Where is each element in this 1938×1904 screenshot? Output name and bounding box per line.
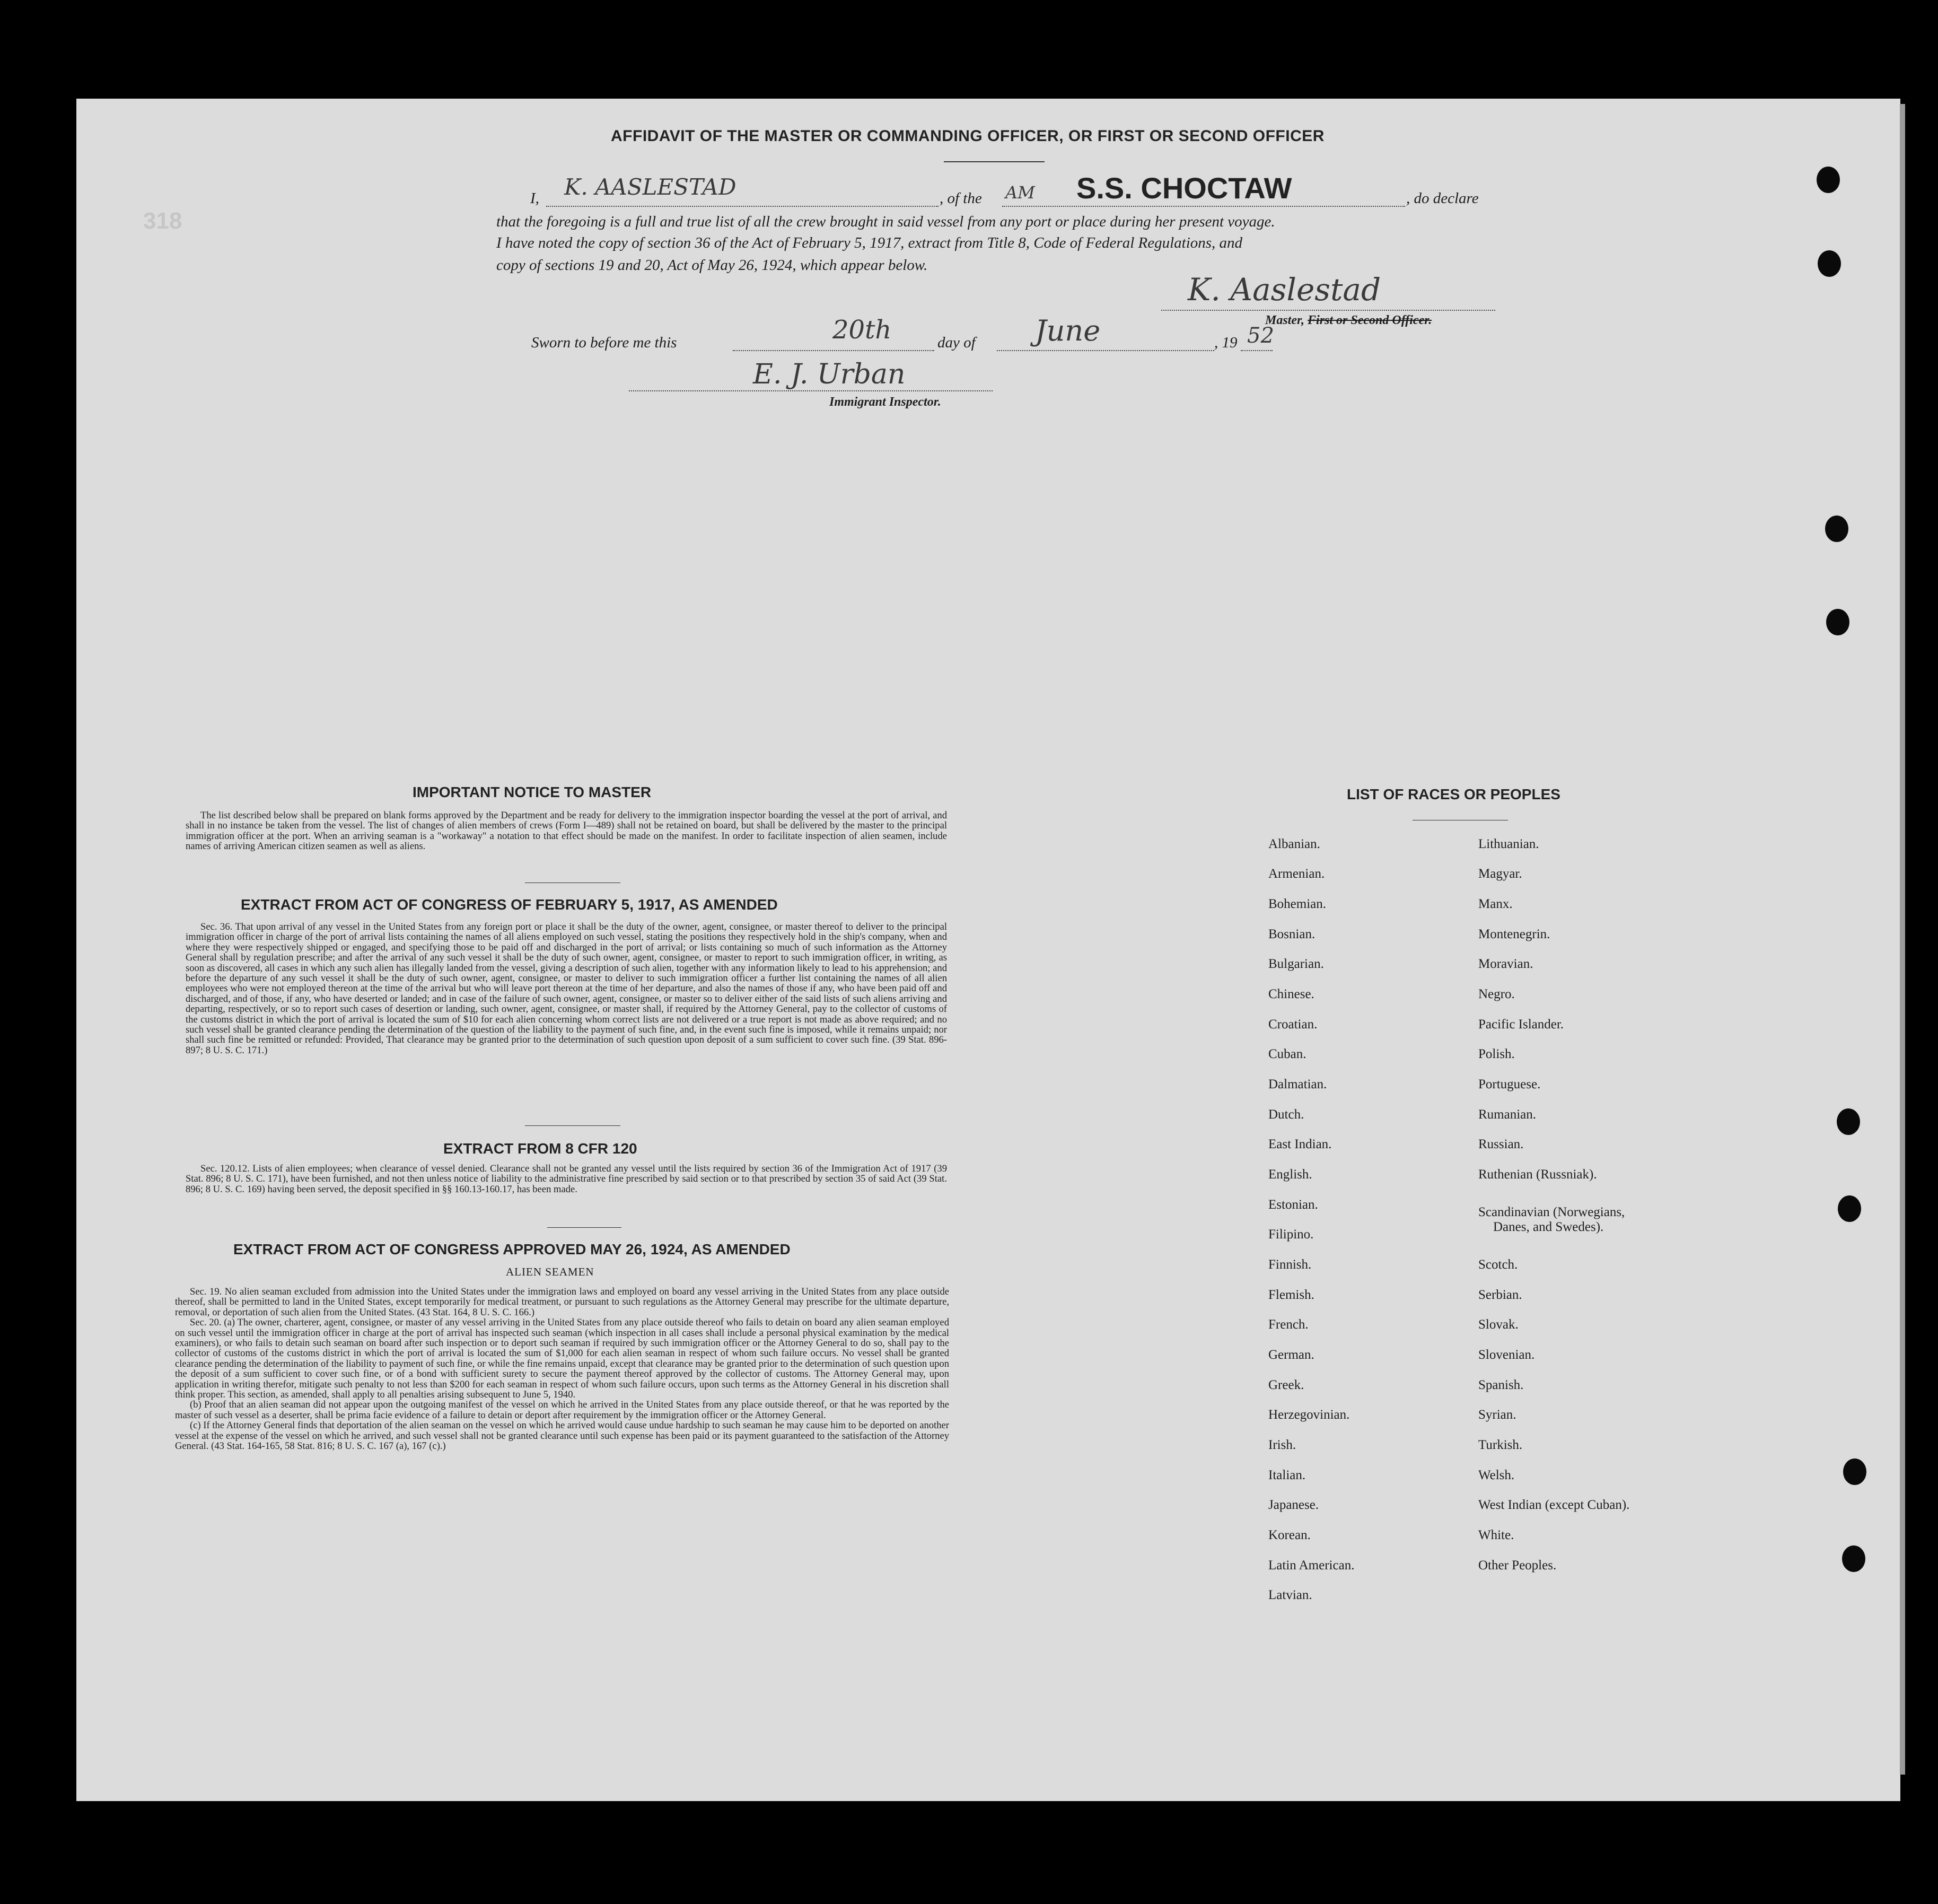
race-item: Russian. <box>1478 1137 1524 1151</box>
affidavit-i-label: I, <box>530 190 539 207</box>
race-item: Other Peoples. <box>1478 1558 1557 1573</box>
race-item: Polish. <box>1478 1047 1515 1061</box>
extract-1917-title: EXTRACT FROM ACT OF CONGRESS OF FEBRUARY 5, 1917, AS AMENDED <box>241 896 778 913</box>
binder-hole <box>1842 1545 1865 1572</box>
race-item: East Indian. <box>1268 1137 1332 1151</box>
sworn-label: Sworn to before me this <box>531 334 677 351</box>
binder-hole <box>1843 1458 1866 1485</box>
notice-text: The list described below shall be prepared on blank forms approved by the Department and be ready for delivery to the immigration inspector boarding the vessel at the port of arrival, and shall in no instance be taken from the vessel. The list of changes of alien members of crews (Form I—489) shall not be retained on board, but shall be delivered by the master to the principal immigration officer at the port. When an arriving seaman is a "workaway" a notation to that effect should be made on the manifest. In order to facilitate inspection of alien seamen, include names of arriving American citizen seamen as well as aliens. <box>186 810 947 852</box>
race-item: Turkish. <box>1478 1438 1523 1452</box>
race-item: Chinese. <box>1268 987 1314 1001</box>
race-item: Bosnian. <box>1268 927 1316 941</box>
race-item: Danes, and Swedes). <box>1493 1220 1604 1234</box>
sworn-month-line <box>997 350 1214 351</box>
binder-hole <box>1837 1108 1860 1135</box>
extract-1917-text: Sec. 36. That upon arrival of any vessel in the United States from any foreign port or place it shall be the duty of the owner, agent, consignee, or master thereof to deliver to the principal immigration officer in charge of the port of arrival lists containing the names of all aliens employed on such vessel, stating the positions they respectively hold in the ship's company, when and where they were respectively shipped or engaged, and specifying those to be paid off and discharged in the port of arrival; or lists containing so much of such information as the Attorney General shall by regulation prescribe; and after the arrival of any such vessel it shall be the duty of such owner, agent, consignee, or master to report to such immigration officer, in writing, as soon as discovered, all cases in which any such alien has illegally landed from the vessel, giving a description of such alien, together with any information likely to lead to his apprehension; and before the departure of any such vessel it shall be the duty of such owner, agent, consignee, or master to deliver to such immigration officer a further list containing the names of all alien employees who were not employed thereon at the time of the arrival but who will leave port thereon at the time of her departure, and also the names of those if any, who have been paid off and discharged, and of those, if any, who have deserted or landed; and in case of the failure of such owner, agent, consignee, or master so to deliver either of the said lists of such aliens arriving and departing, respectively, or so to report such cases of desertion or landing, such owner, agent, consignee, or master shall, if required by the Attorney General, pay to the collector of customs of the customs district in which the port of arrival is located the sum of $10 for each alien concerning whom correct lists are not delivered or a true report is not made as above required; and no such vessel shall be granted clearance pending the determination of the question of the liability to the payment of such fine, and, in the event such fine is imposed, while it remains unpaid; nor shall such fine be remitted or refunded: Provided, That clearance may be granted prior to the determination of such question upon deposit of a sum sufficient to cover such fine. (39 Stat. 896-897; 8 U. S. C. 171.) <box>186 921 947 1056</box>
race-item: Italian. <box>1268 1468 1306 1482</box>
race-item: Pacific Islander. <box>1478 1017 1564 1032</box>
race-item: Manx. <box>1478 897 1513 911</box>
race-item: Montenegrin. <box>1478 927 1550 941</box>
master-caption-prefix: Master, <box>1265 313 1305 327</box>
master-caption <box>1265 309 1432 332</box>
race-item: Flemish. <box>1268 1288 1314 1302</box>
race-item: Dalmatian. <box>1268 1077 1327 1091</box>
inspector-caption: Immigrant Inspector. <box>829 395 941 409</box>
master-name-handwritten: K. AASLESTAD <box>564 174 736 200</box>
race-item: Lithuanian. <box>1478 837 1539 851</box>
vessel-name: S.S. CHOCTAW <box>1076 171 1292 205</box>
race-item: Scandinavian (Norwegians, <box>1478 1205 1625 1219</box>
master-signature: K. Aaslestad <box>1188 272 1381 308</box>
race-item: Serbian. <box>1478 1288 1522 1302</box>
race-item: German. <box>1268 1348 1314 1362</box>
race-item: Bohemian. <box>1268 897 1327 911</box>
binder-hole <box>1826 609 1849 635</box>
race-item: French. <box>1268 1317 1309 1332</box>
extract-1924-title: EXTRACT FROM ACT OF CONGRESS APPROVED MAY 26, 1924, AS AMENDED <box>233 1241 791 1257</box>
of-the-label: , of the <box>940 190 982 207</box>
race-item: English. <box>1268 1167 1312 1182</box>
race-item: Slovak. <box>1478 1317 1519 1332</box>
race-item: Dutch. <box>1268 1107 1304 1122</box>
race-item: Negro. <box>1478 987 1515 1001</box>
sworn-day-line <box>733 350 934 351</box>
section-20b-text: (b) Proof that an alien seaman did not appear upon the outgoing manifest of the vessel on which he arrived in the United States from any place outside thereof, or that he was reported by the master of such vessel as a deserter, shall be prima facie evidence of a failure to detain or deport after requirement by the immigration officer or the Attorney General. <box>175 1399 949 1421</box>
race-item: Latvian. <box>1268 1588 1312 1602</box>
race-item: Herzegovinian. <box>1268 1408 1350 1422</box>
notice-title: IMPORTANT NOTICE TO MASTER <box>413 784 652 800</box>
race-item: Syrian. <box>1478 1408 1516 1422</box>
sworn-month-handwritten: June <box>1035 314 1101 347</box>
title-rule <box>944 161 1045 162</box>
day-of-label: day of <box>937 334 976 351</box>
binder-hole <box>1817 167 1840 193</box>
year-handwritten: 52 <box>1247 324 1274 348</box>
affidavit-body-line3: copy of sections 19 and 20, Act of May 26, 1924, which appear below. <box>496 257 928 274</box>
section-20a-text: Sec. 20. (a) The owner, charterer, agent, consignee, or master of any vessel arriving in the United States from any place outside thereof who fails to detain on board any alien seaman employed on such vessel until the immigration officer in charge at the port of arrival has inspected such seaman (which inspection in all cases shall include a personal physical examination by the medical examiners), or who fails to detain such seaman on board after such inspection or to deport such seaman if required by such immigration officer or the Attorney General to do so, shall pay to the collector of customs of the customs district in which the port of arrival is located the sum of $1,000 for each alien seaman in respect of whom such failure occurs. No vessel shall be granted clearance pending the determination of the liability to payment of such fine, or while the fine remains unpaid, except that clearance may be granted prior to the determination of such question upon the deposit of a sum sufficient to cover such fine, or of a bond with sufficient surety to secure the payment thereof approved by the collector of customs. The Attorney General may, upon application in writing therefor, mitigate such penalty to not less than $200 for each seaman in respect of whom such failure occurs, upon such terms as the Attorney General in his discretion shall think proper. This section, as amended, shall apply to all penalties arising subsequent to June 5, 1940. <box>175 1317 949 1401</box>
races-title: LIST OF RACES OR PEOPLES <box>1347 786 1560 802</box>
binder-hole <box>1818 250 1841 277</box>
sworn-day-handwritten: 20th <box>832 315 892 345</box>
race-item: Armenian. <box>1268 867 1325 881</box>
year-prefix: , 19 <box>1214 334 1238 351</box>
race-item: West Indian (except Cuban). <box>1478 1498 1630 1512</box>
section-rule <box>547 1227 621 1228</box>
race-item: Latin American. <box>1268 1558 1355 1573</box>
race-item: Croatian. <box>1268 1017 1318 1032</box>
race-item: Finnish. <box>1268 1257 1312 1272</box>
extract-1924-body <box>175 1287 949 1452</box>
affidavit-body-line1: that the foregoing is a full and true list of all the crew brought in said vessel from any port or place during her present voyage. <box>496 213 1275 230</box>
race-item: Spanish. <box>1478 1378 1524 1392</box>
binder-hole <box>1838 1195 1861 1222</box>
race-item: White. <box>1478 1528 1514 1542</box>
race-item: Bulgarian. <box>1268 957 1324 971</box>
race-item: Slovenian. <box>1478 1348 1535 1362</box>
race-item: Moravian. <box>1478 957 1533 971</box>
affidavit-body-line2: I have noted the copy of section 36 of the Act of February 5, 1917, extract from Title 8, Code of Federal Regulations, and <box>496 234 1243 251</box>
binder-hole <box>1825 516 1848 542</box>
vessel-prefix-handwritten: AM <box>1005 182 1035 203</box>
section-19-text: Sec. 19. No alien seaman excluded from admission into the United States under the immigration laws and employed on board any vessel arriving in the United States from any place outside thereof, shall be permitted to land in the United States, except temporarily for medical treatment, or pursuant to such regulations as the Attorney General may prescribe for the ultimate departure, removal, or deportation of such alien from the United States. (43 Stat. 164, 8 U. S. C. 166.) <box>175 1286 949 1318</box>
race-item: Scotch. <box>1478 1257 1518 1272</box>
extract-1924-subtitle: ALIEN SEAMEN <box>506 1265 594 1278</box>
race-item: Estonian. <box>1268 1198 1318 1212</box>
extract-cfr-title: EXTRACT FROM 8 CFR 120 <box>443 1140 637 1157</box>
vessel-name-line <box>1002 206 1405 207</box>
race-item: Japanese. <box>1268 1498 1319 1512</box>
race-item: Portuguese. <box>1478 1077 1541 1091</box>
race-item: Filipino. <box>1268 1227 1314 1242</box>
master-name-line <box>546 206 939 207</box>
master-caption-struck: First or Second Officer. <box>1308 313 1432 327</box>
section-20c-text: (c) If the Attorney General finds that deportation of the alien seaman on the vessel on which he arrived would cause undue hardship to such seaman he may cause him to be deported on another vessel at the expense of the vessel on which he arrived, and such vessel shall not be granted clearance until such expense has been paid or its payment guaranteed to the satisfaction of the Attorney General. (43 Stat. 164-165, 58 Stat. 816; 8 U. S. C. 167 (a), 167 (c).) <box>175 1420 949 1452</box>
race-item: Ruthenian (Russniak). <box>1478 1167 1597 1182</box>
inspector-signature: E. J. Urban <box>753 359 906 390</box>
race-item: Rumanian. <box>1478 1107 1537 1122</box>
race-item: Irish. <box>1268 1438 1296 1452</box>
section-rule <box>525 1125 620 1126</box>
extract-cfr-text: Sec. 120.12. Lists of alien employees; when clearance of vessel denied. Clearance shall not be granted any vessel until the lists required by section 36 of the Immigration Act of 1917 (39 Stat. 896; 8 U. S. C. 171), have been furnished, and not then unless notice of liability to the administrative fine prescribed by said section or to that prescribed by section 35 of said Act (39 Stat. 896; 8 U. S. C. 169) having been served, the deposit specified in §§ 160.13-160.17, has been made. <box>186 1163 947 1195</box>
affidavit-title: AFFIDAVIT OF THE MASTER OR COMMANDING OFFICER, OR FIRST OR SECOND OFFICER <box>611 127 1325 145</box>
margin-stamp: 318 <box>143 208 182 234</box>
race-item: Greek. <box>1268 1378 1304 1392</box>
race-item: Korean. <box>1268 1528 1311 1542</box>
race-item: Albanian. <box>1268 837 1320 851</box>
do-declare-label: , do declare <box>1406 190 1479 207</box>
year-line <box>1241 350 1273 351</box>
page-edge <box>1900 104 1905 1775</box>
race-item: Magyar. <box>1478 867 1522 881</box>
race-item: Cuban. <box>1268 1047 1306 1061</box>
race-item: Welsh. <box>1478 1468 1515 1482</box>
